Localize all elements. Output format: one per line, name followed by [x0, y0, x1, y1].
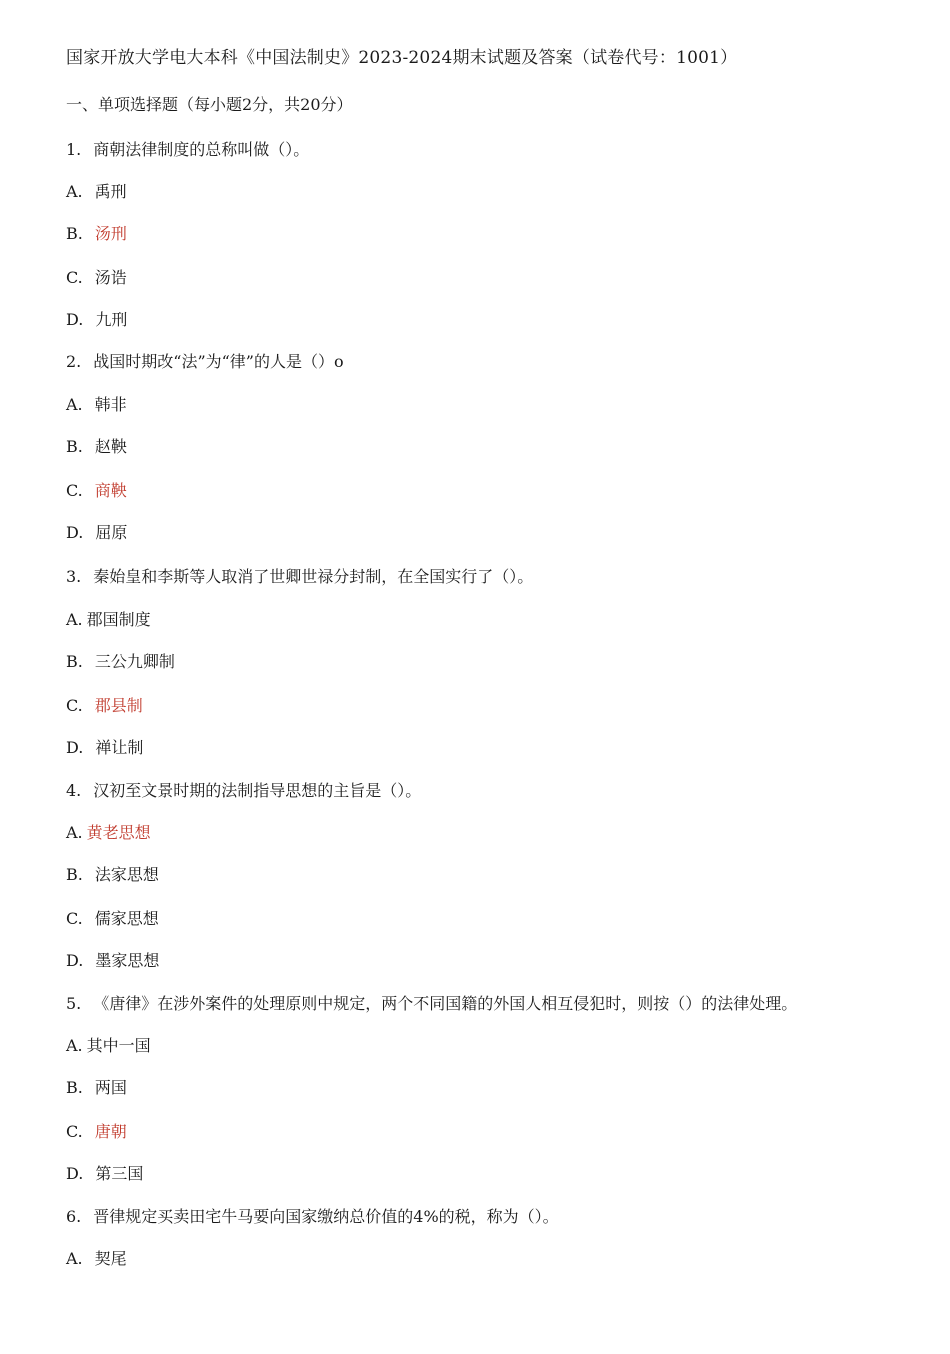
question-1-option-c	[66, 268, 127, 288]
question-4-option-c	[66, 909, 159, 929]
question-3-option-c	[66, 696, 143, 716]
correct-answer-text: 黄老思想	[86, 823, 151, 842]
question-3	[66, 567, 533, 587]
question-2-option-d	[66, 523, 127, 543]
question-text: 战国时期改“法”为“律”的人是（）o	[93, 352, 344, 371]
option-text: 其中一国	[86, 1036, 151, 1055]
option-letter: A.	[66, 1249, 83, 1268]
correct-answer-text: 汤刑	[94, 224, 127, 243]
question-1-option-d	[66, 310, 127, 330]
question-text: 汉初至文景时期的法制指导思想的主旨是（）。	[93, 781, 422, 800]
option-letter: C.	[66, 696, 83, 715]
question-6-option-a	[66, 1249, 127, 1269]
option-text: 禅让制	[95, 738, 144, 757]
option-text: 屈原	[95, 523, 128, 542]
option-letter: B.	[66, 865, 83, 884]
question-1-option-a	[66, 182, 127, 202]
section-heading: 一、单项选择题（每小题2分，共20分）	[66, 95, 353, 114]
option-letter: B.	[66, 437, 83, 456]
question-5	[66, 994, 797, 1014]
option-text: 韩非	[94, 395, 127, 414]
question-text: 晋律规定买卖田宅牛马要向国家缴纳总价值的4%的税，称为（）。	[93, 1207, 559, 1226]
option-text: 郡国制度	[86, 610, 151, 629]
option-letter: D.	[66, 1164, 84, 1183]
option-letter: D.	[66, 523, 84, 542]
question-2-option-c	[66, 481, 127, 501]
option-text: 儒家思想	[94, 909, 159, 928]
option-text: 法家思想	[94, 865, 159, 884]
option-letter: D.	[66, 951, 84, 970]
question-text: 商朝法律制度的总称叫做（）。	[93, 140, 310, 159]
option-letter: C.	[66, 909, 83, 928]
question-1	[66, 140, 309, 160]
option-text: 三公九卿制	[94, 652, 175, 671]
option-text: 禹刑	[94, 182, 127, 201]
question-number: 1.	[66, 140, 82, 159]
option-text: 汤诰	[94, 268, 127, 287]
option-letter: D.	[66, 310, 84, 329]
option-text: 九刑	[95, 310, 128, 329]
question-4-option-a	[66, 823, 151, 843]
option-letter: C.	[66, 1122, 83, 1141]
option-letter: C.	[66, 481, 83, 500]
question-1-option-b	[66, 224, 127, 244]
question-number: 4.	[66, 781, 82, 800]
question-3-option-b	[66, 652, 175, 672]
question-5-option-d	[66, 1164, 143, 1184]
option-letter: C.	[66, 268, 83, 287]
question-number: 3.	[66, 567, 82, 586]
correct-answer-text: 唐朝	[94, 1122, 127, 1141]
document-title: 国家开放大学电大本科《中国法制史》2023-2024期末试题及答案（试卷代号：1001）	[66, 48, 738, 68]
option-letter: A.	[66, 395, 83, 414]
option-letter: A.	[66, 182, 83, 201]
question-number: 6.	[66, 1207, 82, 1226]
option-text: 赵鞅	[94, 437, 127, 456]
option-letter: B.	[66, 1078, 83, 1097]
question-2-option-b	[66, 437, 127, 457]
option-letter: A.	[66, 1036, 83, 1055]
question-4	[66, 781, 421, 801]
option-text: 两国	[94, 1078, 127, 1097]
question-number: 2.	[66, 352, 82, 371]
option-letter: A.	[66, 823, 83, 842]
option-letter: D.	[66, 738, 84, 757]
question-2	[66, 352, 344, 372]
question-5-option-b	[66, 1078, 127, 1098]
question-4-option-d	[66, 951, 159, 971]
correct-answer-text: 商鞅	[94, 481, 127, 500]
question-3-option-d	[66, 738, 143, 758]
option-letter: B.	[66, 652, 83, 671]
question-4-option-b	[66, 865, 159, 885]
question-2-option-a	[66, 395, 127, 415]
correct-answer-text: 郡县制	[94, 696, 143, 715]
option-letter: A.	[66, 610, 83, 629]
question-5-option-a	[66, 1036, 151, 1056]
option-text: 第三国	[95, 1164, 144, 1183]
question-text: 《唐律》在涉外案件的处理原则中规定，两个不同国籍的外国人相互侵犯时，则按（）的法律处理。	[93, 994, 798, 1013]
question-3-option-a	[66, 610, 151, 630]
question-6	[66, 1207, 559, 1227]
question-text: 秦始皇和李斯等人取消了世卿世禄分封制，在全国实行了（）。	[93, 567, 534, 586]
option-text: 墨家思想	[95, 951, 160, 970]
question-number: 5.	[66, 994, 82, 1013]
option-letter: B.	[66, 224, 83, 243]
question-5-option-c	[66, 1122, 127, 1142]
option-text: 契尾	[94, 1249, 127, 1268]
